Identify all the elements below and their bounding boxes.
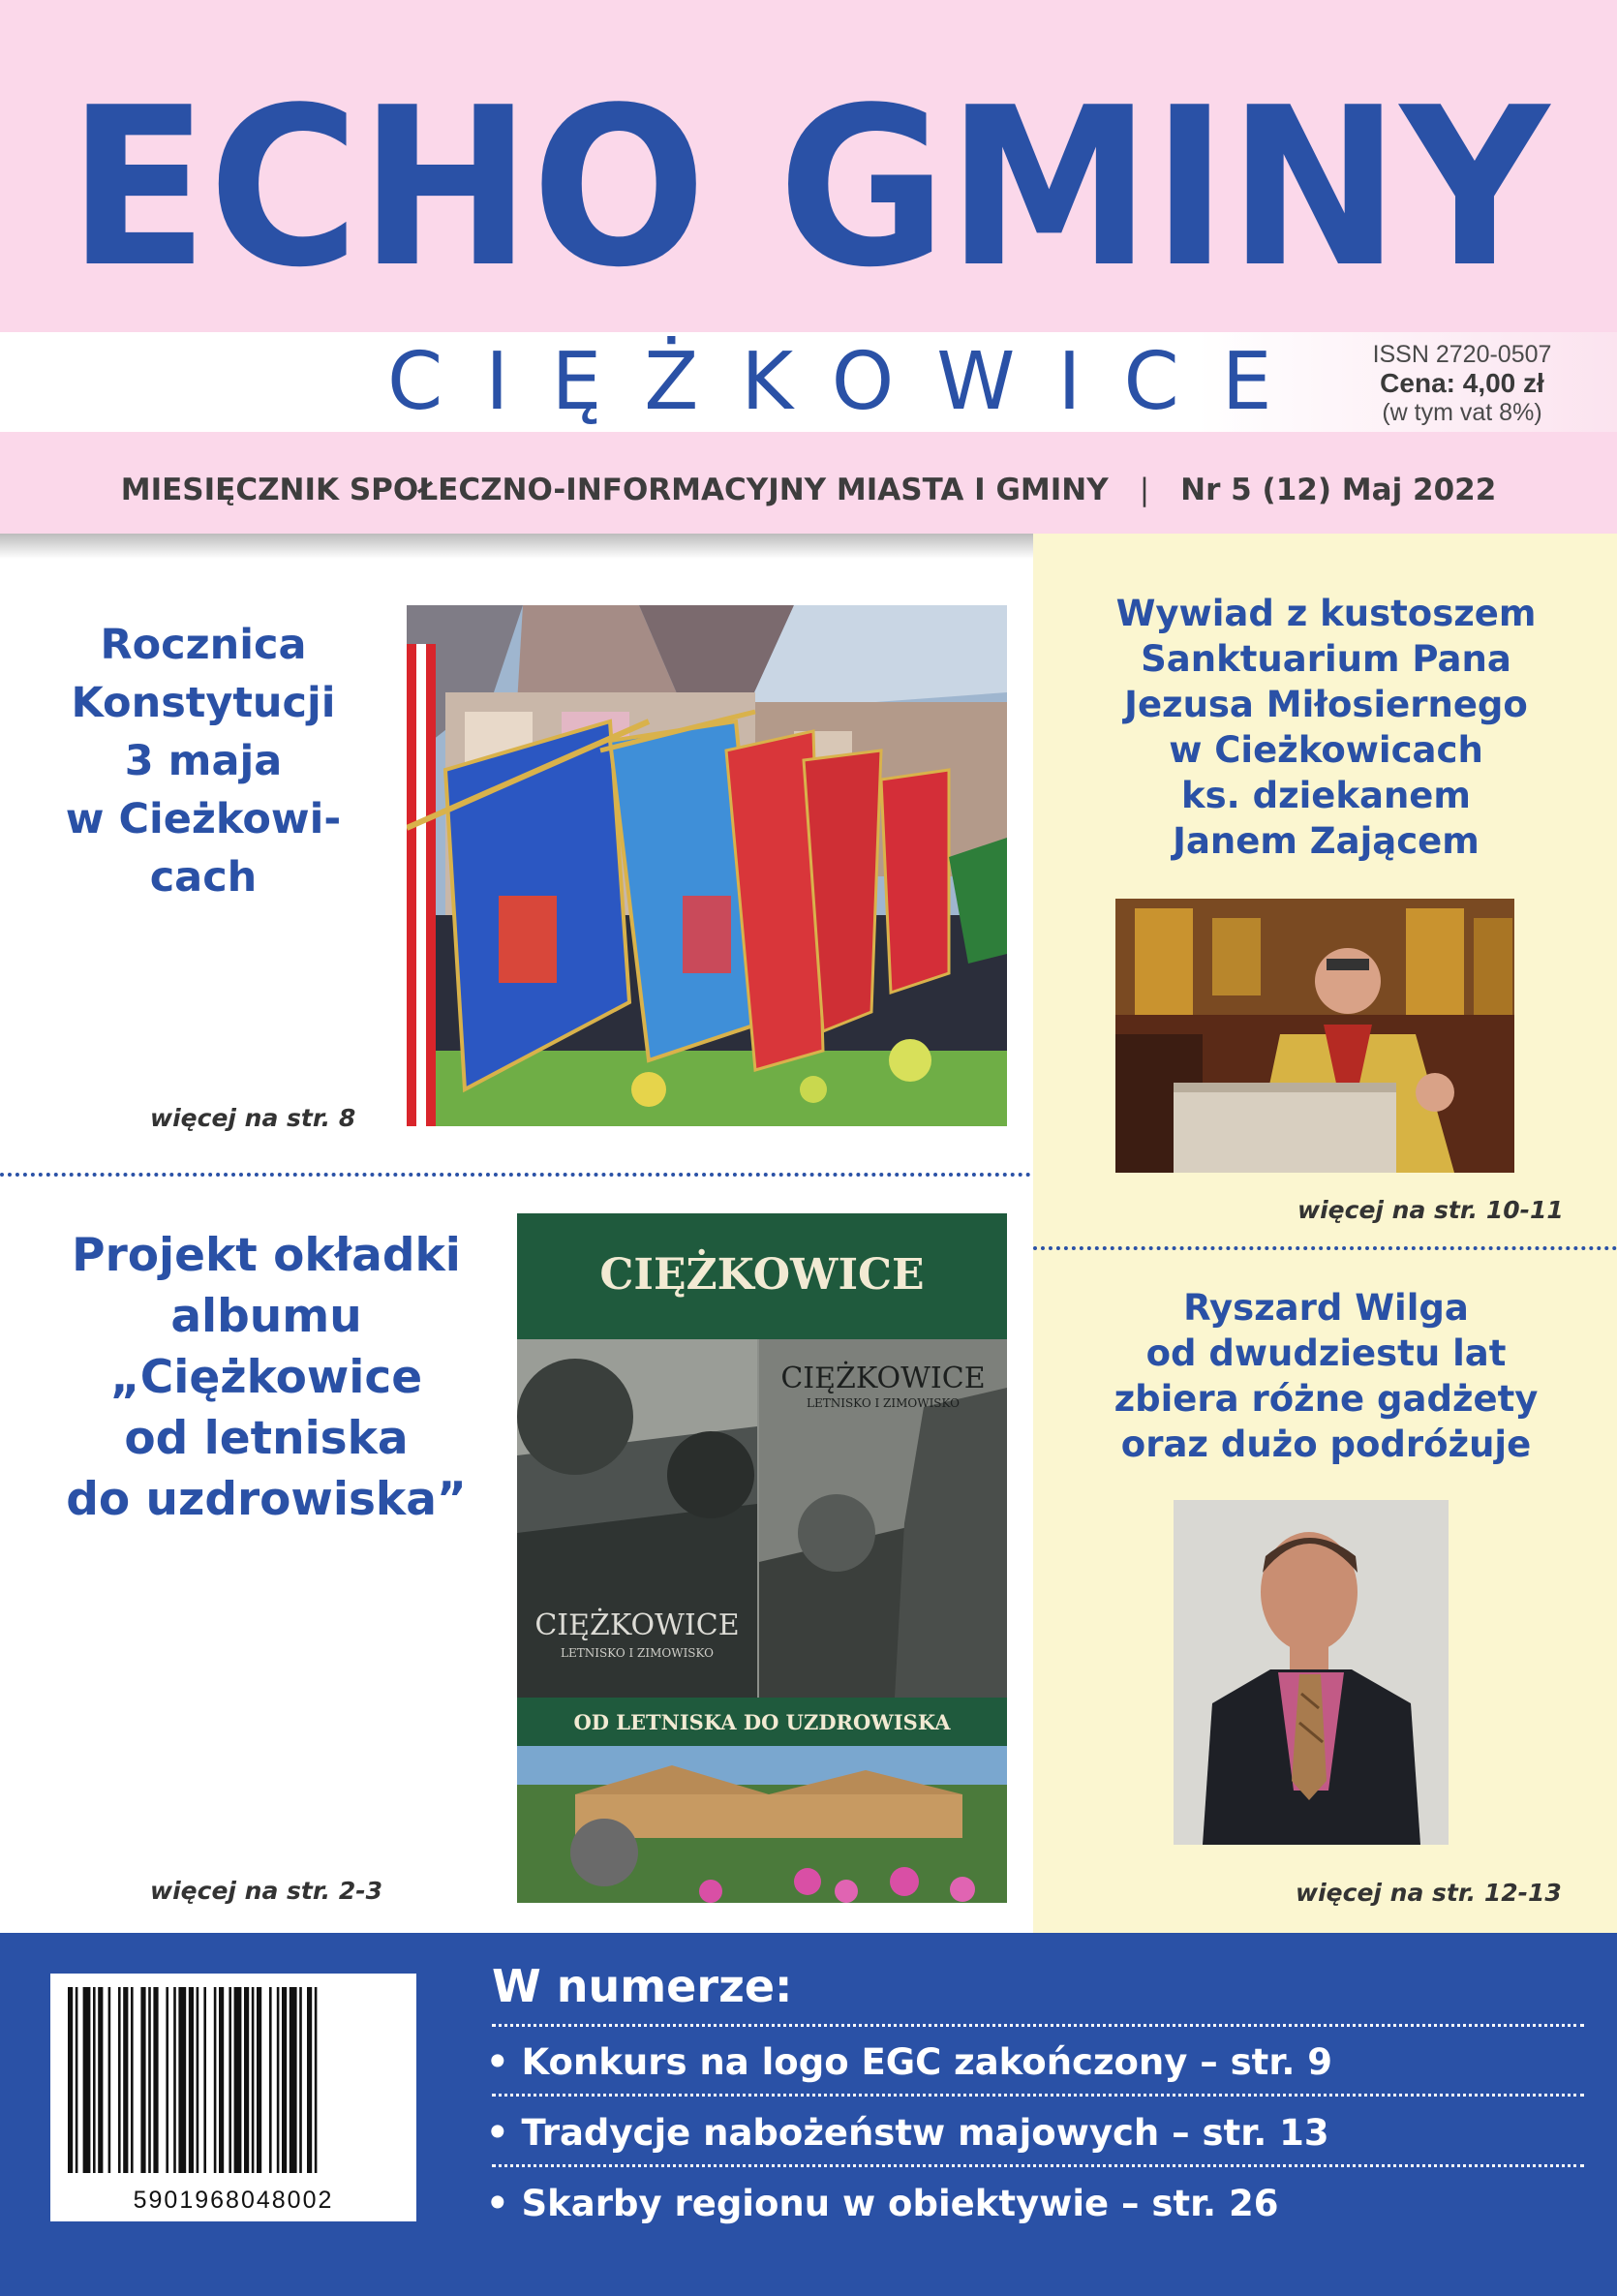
- price: Cena: 4,00 zł: [1380, 368, 1544, 398]
- barcode-bar: [257, 1987, 261, 2173]
- barcode-bar: [153, 1987, 158, 2173]
- album-cover-band: OD LETNISKA DO UZDROWISKA: [573, 1710, 951, 1734]
- headline-album-cover: Projekt okładki albumu „Ciężkowice od letniska do uzdrowiska”: [66, 1229, 467, 1526]
- barcode-bar: [290, 1987, 297, 2173]
- barcode-bar: [93, 1987, 96, 2173]
- photo-ryszard-wilga: [1174, 1500, 1449, 1845]
- barcode: [50, 1974, 416, 2221]
- toc-title: W numerze:: [492, 1960, 793, 2012]
- barcode-bar: [197, 1987, 199, 2173]
- barcode-bar: [203, 1987, 206, 2173]
- barcode-bar: [282, 1987, 287, 2173]
- photo-priest-interview: [1115, 899, 1514, 1173]
- barcode-bar: [252, 1987, 255, 2173]
- photo-banners-parade: [407, 605, 1007, 1126]
- headline-interview: Wywiad z kustoszem Sanktuarium Pana Jezusa Miłosiernego w Cieżkowicach ks. dziekanem Janem Zającem: [1115, 593, 1537, 862]
- barcode-digits: 5901968048002: [133, 2187, 334, 2214]
- album-inner-title-right: CIĘŻKOWICE: [780, 1362, 986, 1395]
- barcode-bar: [299, 1987, 302, 2173]
- vat-note: (w tym vat 8%): [1382, 399, 1542, 426]
- issn-number: ISSN 2720-0507: [1372, 341, 1552, 368]
- toc-item[interactable]: • Konkurs na logo EGC zakończony – str. 9: [486, 2041, 1333, 2083]
- barcode-bar: [229, 1987, 231, 2173]
- album-inner-title-left: CIĘŻKOWICE: [534, 1608, 740, 1642]
- masthead-tagline-row: [0, 471, 1617, 509]
- barcode-bar: [189, 1987, 194, 2173]
- magazine-title: ECHO GMINY: [68, 61, 1549, 316]
- barcode-bar: [244, 1987, 249, 2173]
- barcode-bar: [307, 1987, 312, 2173]
- headline-constitution-anniversary: Rocznica Konstytucji 3 maja w Cieżkowi- cach: [65, 621, 342, 902]
- barcode-bar: [83, 1987, 91, 2173]
- barcode-bar: [315, 1987, 318, 2173]
- issue-number: Nr 5 (12) Maj 2022: [1180, 473, 1497, 507]
- barcode-bar: [214, 1987, 217, 2173]
- barcode-icon: [50, 1974, 416, 2187]
- barcode-bar: [118, 1987, 121, 2173]
- toc-divider: [492, 2164, 1584, 2167]
- more-link-page-2-3[interactable]: więcej na str. 2-3: [150, 1877, 383, 1905]
- more-link-page-12-13[interactable]: więcej na str. 12-13: [1296, 1879, 1562, 1907]
- barcode-bar: [140, 1987, 145, 2173]
- album-inner-sub-right: LETNISKO I ZIMOWISKO: [806, 1396, 961, 1410]
- barcode-bar: [123, 1987, 128, 2173]
- toc-item[interactable]: • Tradycje nabożeństw majowych – str. 13: [486, 2112, 1329, 2154]
- barcode-bar: [269, 1987, 272, 2173]
- barcode-bar: [98, 1987, 103, 2173]
- barcode-bar: [219, 1987, 224, 2173]
- magazine-subtitle: CIĘŻKOWICE: [387, 336, 1315, 428]
- toc-item[interactable]: • Skarby regionu w obiektywie – str. 26: [486, 2183, 1279, 2224]
- barcode-bar: [234, 1987, 242, 2173]
- barcode-bar: [178, 1987, 186, 2173]
- tagline-separator: |: [1139, 473, 1150, 507]
- toc-divider: [492, 2094, 1584, 2097]
- tagline: MIESIĘCZNIK SPOŁECZNO-INFORMACYJNY MIASTA I GMINY: [120, 473, 1109, 507]
- barcode-bar: [68, 1987, 73, 2173]
- barcode-bar: [173, 1987, 176, 2173]
- issue-info: [1346, 340, 1578, 427]
- album-cover-image: [517, 1213, 1007, 1903]
- more-link-page-10-11[interactable]: więcej na str. 10-11: [1297, 1196, 1564, 1224]
- album-cover-title: CIĘŻKOWICE: [599, 1250, 925, 1300]
- barcode-bar: [76, 1987, 78, 2173]
- barcode-bar: [166, 1987, 168, 2173]
- album-inner-sub-left: LETNISKO I ZIMOWISKO: [560, 1646, 715, 1660]
- barcode-bar: [131, 1987, 134, 2173]
- more-link-page-8[interactable]: więcej na str. 8: [150, 1104, 356, 1132]
- dotted-divider-left: [0, 1173, 1031, 1177]
- barcode-bar: [277, 1987, 280, 2173]
- toc-divider: [492, 2024, 1584, 2027]
- barcode-bar: [108, 1987, 111, 2173]
- barcode-bar: [148, 1987, 151, 2173]
- headline-ryszard-wilga: Ryszard Wilga od dwudziestu lat zbiera różne gadżety oraz dużo podróżuje: [1114, 1287, 1539, 1465]
- dotted-divider-right: [1033, 1246, 1617, 1250]
